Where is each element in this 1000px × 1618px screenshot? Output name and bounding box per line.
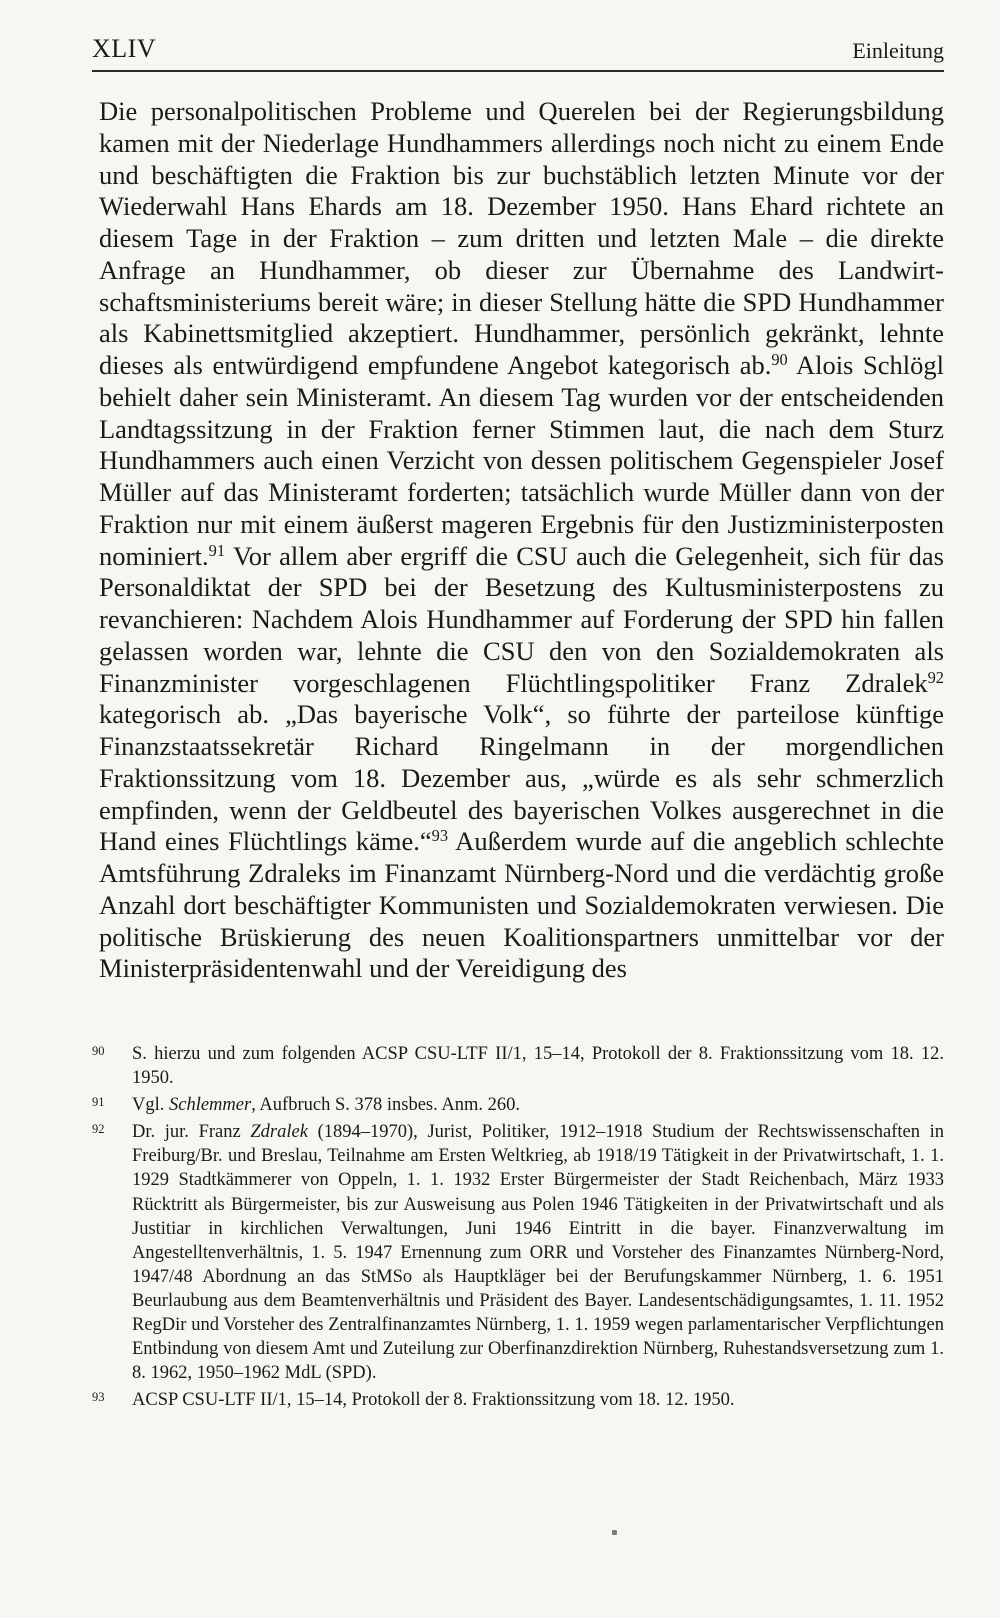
body-paragraph	[99, 96, 944, 985]
footnote-text	[132, 1120, 944, 1385]
footnote-reference-92[interactable]: 92	[927, 667, 944, 687]
footnote-92	[92, 1120, 944, 1385]
author-name: Schlemmer	[169, 1095, 252, 1116]
footnote-reference-90[interactable]: 90	[771, 349, 788, 369]
footnote-text-segment: Dr. jur. Franz	[132, 1122, 251, 1143]
footnote-text-segment: (1894–1970), Jurist, Politiker, 1912–1918 Studium der Rechtswissenschaften in Freiburg/Br. und Breslau, Teilnahme am Ersten Weltkrieg, ab 1918/19 Tätigkeit in der Privatwirtschaft, 1. 1. 1929 Stadtkämmerer von Oppeln, 1. 1. 1932 Erster Bürgermeister der Stadt Reichenbach, März 1933 Rücktritt als Bürgermeister, bis zur Ausweisung aus Polen 1946 Tätigkeiten in der Privatwirtschaft und als Justitiar in kirchlichen Verwaltungen, Juni 1946 Eintritt in die bayer. Finanzverwaltung im Angestelltenverhältnis, 1. 5. 1947 Ernennung zum ORR und Vorsteher des Finanzamtes Nürnberg-Nord, 1947/48 Abordnung an das StMSo als Hauptkläger bei der Berufungskammer Nürnberg, 1. 6. 1951 Beurlaubung aus dem Beamtenverhältnis und Präsident des Bayer. Landesentschädigungsamtes, 1. 11. 1952 RegDir und Vorsteher des Zentralfinanzamtes Nürnberg, 1. 1. 1959 wegen parlamentarischer Verpflichtungen Entbindung von diesem Amt und Zuteilung zur Oberfinanzdirektion Nürnberg, Ruhestandsversetzung zum 1. 8. 1962, 1950–1962 MdL (SPD).	[132, 1122, 944, 1384]
footnote-number: 93	[92, 1390, 105, 1405]
footnote-text-segment: Vgl.	[132, 1095, 169, 1116]
running-head: Einleitung	[852, 38, 944, 63]
footnote-reference-91[interactable]: 91	[208, 540, 226, 560]
footnote-number: 92	[92, 1122, 105, 1137]
page-header	[92, 30, 944, 72]
person-name: Zdralek	[250, 1122, 308, 1143]
footnote-90	[92, 1042, 944, 1090]
body-text-segment: kategorisch ab. „Das bayerische Volk“, so führte der parteilose künftige Finanzstaatssekretär Richard Ringelmann in der morgendlichen Fraktionssitzung vom 18. Dezember aus, „würde es als sehr schmerzlich empfinden, wenn der Geldbeutel des bayerischen Volkes ausgerechnet in die Hand eines Flüchtlings käme.“	[99, 699, 944, 857]
page-number: XLIV	[92, 34, 157, 63]
body-text-segment: Die personalpolitischen Probleme und Querelen bei der Regierungsbildung kamen mit der Niederlage Hundhammers allerdings noch nicht zu einem Ende und beschäftigten die Fraktion bis zur buchstäblich letzten Minute vor der Wiederwahl Hans Ehards am 18. Dezember 1950. Hans Ehard richtete an diesem Tage in der Fraktion – zum dritten und letzten Male – die direkte Anfrage an Hundhammer, ob dieser zur Übernahme des Landwirtschaftsministeriums bereit wäre; in dieser Stellung hätte die SPD Hundhammer als Kabinettsmitglied akzeptiert. Hundhammer, persönlich gekränkt, lehnte dieses als entwürdigend empfundene Angebot kategorisch ab.	[99, 96, 944, 380]
body-text-segment: Alois Schlögl behielt daher sein Ministeramt. An diesem Tag wurden vor der entscheidenden Landtagssitzung in der Fraktion ferner Stimmen laut, die nach dem Sturz Hundhammers auch einen Verzicht von dessen politischem Gegenspieler Josef Müller auf das Ministeramt forderten; tatsächlich wurde Müller dann von der Fraktion nur mit einem äußerst mageren Ergebnis für den Justizministerposten nominiert.	[99, 350, 944, 571]
footnote-reference-93[interactable]: 93	[431, 826, 449, 846]
footnote-text: S. hierzu und zum folgenden ACSP CSU-LTF II/1, 15–14, Protokoll der 8. Fraktionssitzung vom 18. 12. 1950.	[132, 1044, 944, 1089]
body-text-segment: Außerdem wurde auf die angeblich schlechte Amtsführung Zdraleks im Finanzamt Nürnberg-Nord und die verdächtig große Anzahl dort beschäftigter Kommunisten und Sozialdemokraten verwiesen. Die politische Brüskierung des neuen Koalitionspartners unmittelbar vor der Ministerpräsidentenwahl und der Vereidigung des	[99, 826, 944, 984]
body-text-segment: Vor allem aber ergriff die CSU auch die Gelegenheit, sich für das Personaldiktat der SPD bei der Besetzung des Kultusministerpostens zu revanchieren: Nachdem Alois Hundhammer auf Forderung der SPD hin fallen gelassen worden war, lehnte die CSU den von den Sozialdemokraten als Finanzminister vorgeschlagenen Flüchtlingspolitiker Franz Zdralek	[99, 540, 944, 698]
footnote-text	[132, 1093, 944, 1117]
footnote-93	[92, 1388, 944, 1412]
footnote-91	[92, 1093, 944, 1117]
footnote-text: ACSP CSU-LTF II/1, 15–14, Protokoll der 8. Fraktionssitzung vom 18. 12. 1950.	[132, 1390, 735, 1411]
footnote-number: 90	[92, 1044, 105, 1058]
print-speck	[612, 1530, 617, 1535]
footnote-number: 91	[92, 1095, 105, 1110]
footnote-text-segment: , Aufbruch S. 378 insbes. Anm. 260.	[251, 1095, 520, 1116]
footnotes-section	[92, 1042, 944, 1415]
